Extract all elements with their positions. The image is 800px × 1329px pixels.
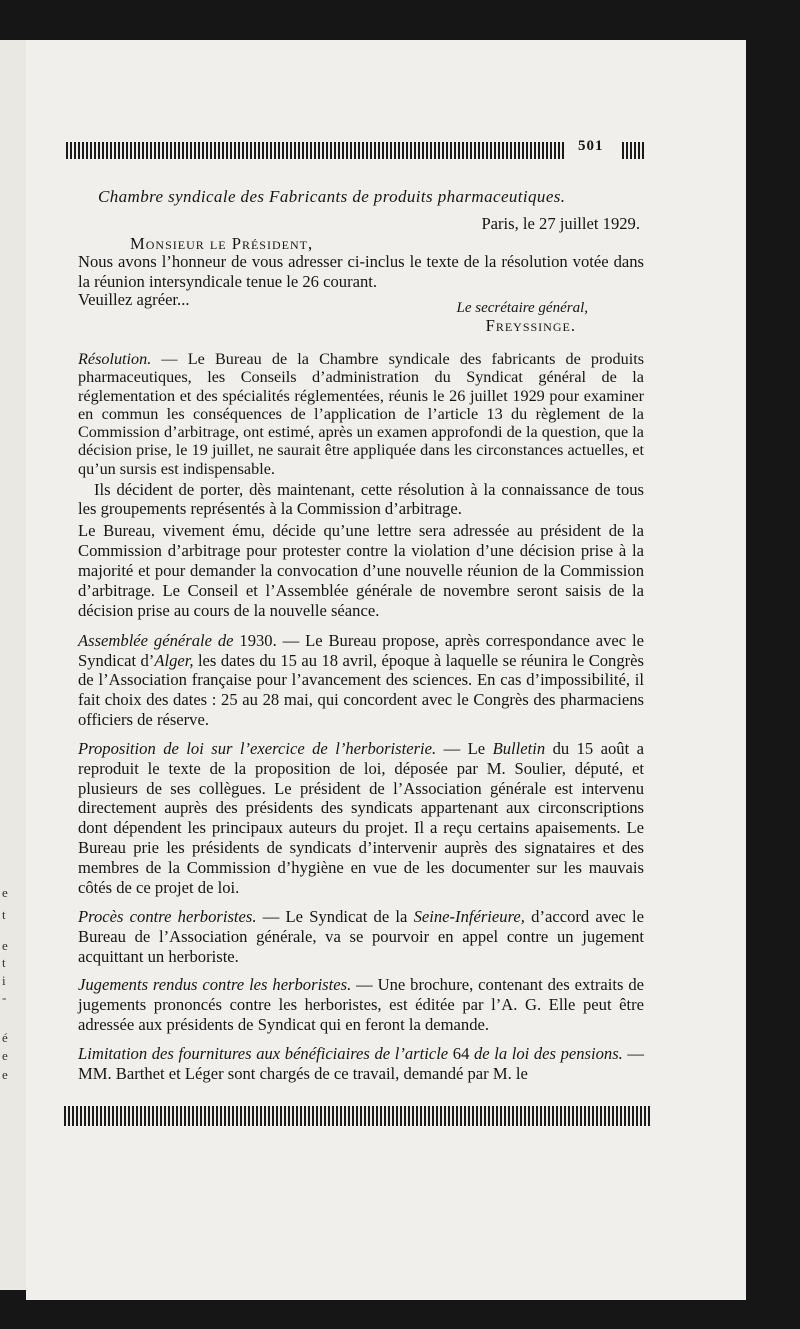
resolution-text-2: Ils décident de porter, dès maintenant, cette résolution à la connaissance de tous les groupements représentés à la Commission d’arbitrage.: [78, 480, 644, 518]
margin-fragment: t: [2, 907, 6, 922]
proces-text-b: d’accord avec le Bureau de l’Association générale, va se pourvoir en appel contre un jugement acquittant un herboriste.: [78, 907, 644, 966]
page-number: 501: [578, 138, 604, 154]
jugements-label: Jugements rendus contre les herboristes.: [78, 975, 352, 994]
adjacent-page-edge: [0, 40, 28, 1290]
proposition-text-a: — Le: [436, 739, 493, 758]
bureau-section: [78, 521, 644, 621]
assemblee-section: [78, 631, 644, 730]
assemblee-place: Alger,: [154, 650, 194, 670]
proces-label: Procès contre herboristes.: [78, 907, 257, 926]
proposition-text-b: du 15 août a reproduit le texte de la proposition de loi, déposée par M. Soulier, député, et plusieurs de ses collègues. Le président de l’Association générale est intervenu directement auprès des présidents des syndicats appartenant aux circonscriptions dont dépendent les principaux auteurs du projet. Il a reçu certains apaisements. Le Bureau prie les présidents de syndicats d’intervenir auprès des signataires et des membres de la Commission d’hygiène en vue de les documenter sur les mauvais côtés de ce projet de loi.: [78, 739, 645, 897]
limitation-label-b: de la loi des pensions.: [473, 1044, 623, 1063]
header-rule-right: [622, 142, 644, 159]
letter-closing: Veuillez agréer...: [78, 290, 190, 309]
limitation-text: — MM. Barthet et Léger sont chargés de ce travail, demandé par M. le: [78, 1044, 645, 1083]
jugements-text: — Une brochure, contenant des extraits de jugements prononcés contre les herboristes, est éditée par l’A. G. Elle peut être adressée aux présidents de Syndicat qui en feront la demande.: [78, 975, 644, 1034]
resolution-section: [78, 350, 644, 478]
margin-fragment: e: [2, 885, 8, 900]
letter-body: [78, 252, 644, 292]
letter-salutation: Monsieur le Président,: [130, 234, 314, 253]
letter-date: Paris, le 27 juillet 1929.: [481, 214, 640, 233]
proces-place: Seine-Inférieure,: [413, 907, 525, 926]
proces-section: [78, 907, 644, 966]
resolution-label: Résolution.: [78, 350, 152, 368]
assemblee-year: 1930.: [233, 631, 277, 650]
proces-text-a: — Le Syndicat de la: [256, 907, 414, 926]
assemblee-text-a: — Le Bureau propose, après correspondance avec le Syndicat d’: [78, 631, 644, 670]
margin-fragment: e: [2, 1067, 8, 1082]
limitation-num: 64: [448, 1044, 474, 1063]
footer-rule: [64, 1106, 650, 1126]
signature-name: Freyssinge.: [485, 316, 576, 335]
margin-fragment: i: [2, 973, 6, 988]
letter-body-text: Nous avons l’honneur de vous adresser ci-inclus le texte de la résolution votée dans la réunion intersyndicale tenue le 26 courant.: [78, 252, 644, 291]
proposition-label: Proposition de loi sur l’exercice de l’herboristerie.: [78, 739, 437, 758]
limitation-section: [78, 1044, 644, 1084]
margin-fragment: e: [2, 938, 8, 953]
header-rule: [66, 142, 566, 159]
letter-heading: Chambre syndicale des Fabricants de produits pharmaceutiques.: [98, 187, 566, 206]
bureau-text: Le Bureau, vivement ému, décide qu’une lettre sera adressée au président de la Commission d’arbitrage pour protester contre la violation d’une décision prise à la majorité et pour demander la convocation d’une nouvelle réunion de la Commission d’arbitrage. Le Conseil et l’Assemblée générale de novembre seront saisis de la décision prise au cours de la nouvelle séance.: [78, 521, 644, 621]
signature-title: Le secrétaire général,: [456, 300, 588, 316]
assemblee-label: Assemblée générale de: [78, 631, 234, 650]
resolution-followup: [78, 480, 644, 518]
margin-fragment: é: [2, 1030, 8, 1045]
margin-fragment: -: [2, 990, 7, 1005]
resolution-text: — Le Bureau de la Chambre syndicale des fabricants de produits pharmaceutiques, les Conseils d’administration du Syndicat général de la réglementation et des spécialités réglementées, réunis le 26 juillet 1929 pour examiner en commun les conséquences de l’application de l’article 13 du règlement de la Commission d’arbitrage, ont estimé, après un examen approfondi de la question, que la décision prise, le 19 juillet, ne saurait être appliquée dans les circonstances actuelles, et qu’un sursis est indispensable.: [78, 350, 644, 478]
jugements-section: [78, 975, 644, 1034]
assemblee-text-b: les dates du 15 au 18 avril, époque à laquelle se réunira le Congrès de l’Association française pour l’avancement des sciences. En cas d’impossibilité, il fait choix des dates : 25 au 28 mai, qui concordent avec le Congrès des pharmaciens officiers de réserve.: [78, 650, 644, 729]
margin-fragment: e: [2, 1048, 8, 1063]
proposition-bulletin: Bulletin: [492, 739, 546, 758]
limitation-label-a: Limitation des fournitures aux bénéficiaires de l’article: [78, 1044, 449, 1063]
proposition-section: [78, 739, 644, 897]
margin-fragment: t: [2, 955, 6, 970]
